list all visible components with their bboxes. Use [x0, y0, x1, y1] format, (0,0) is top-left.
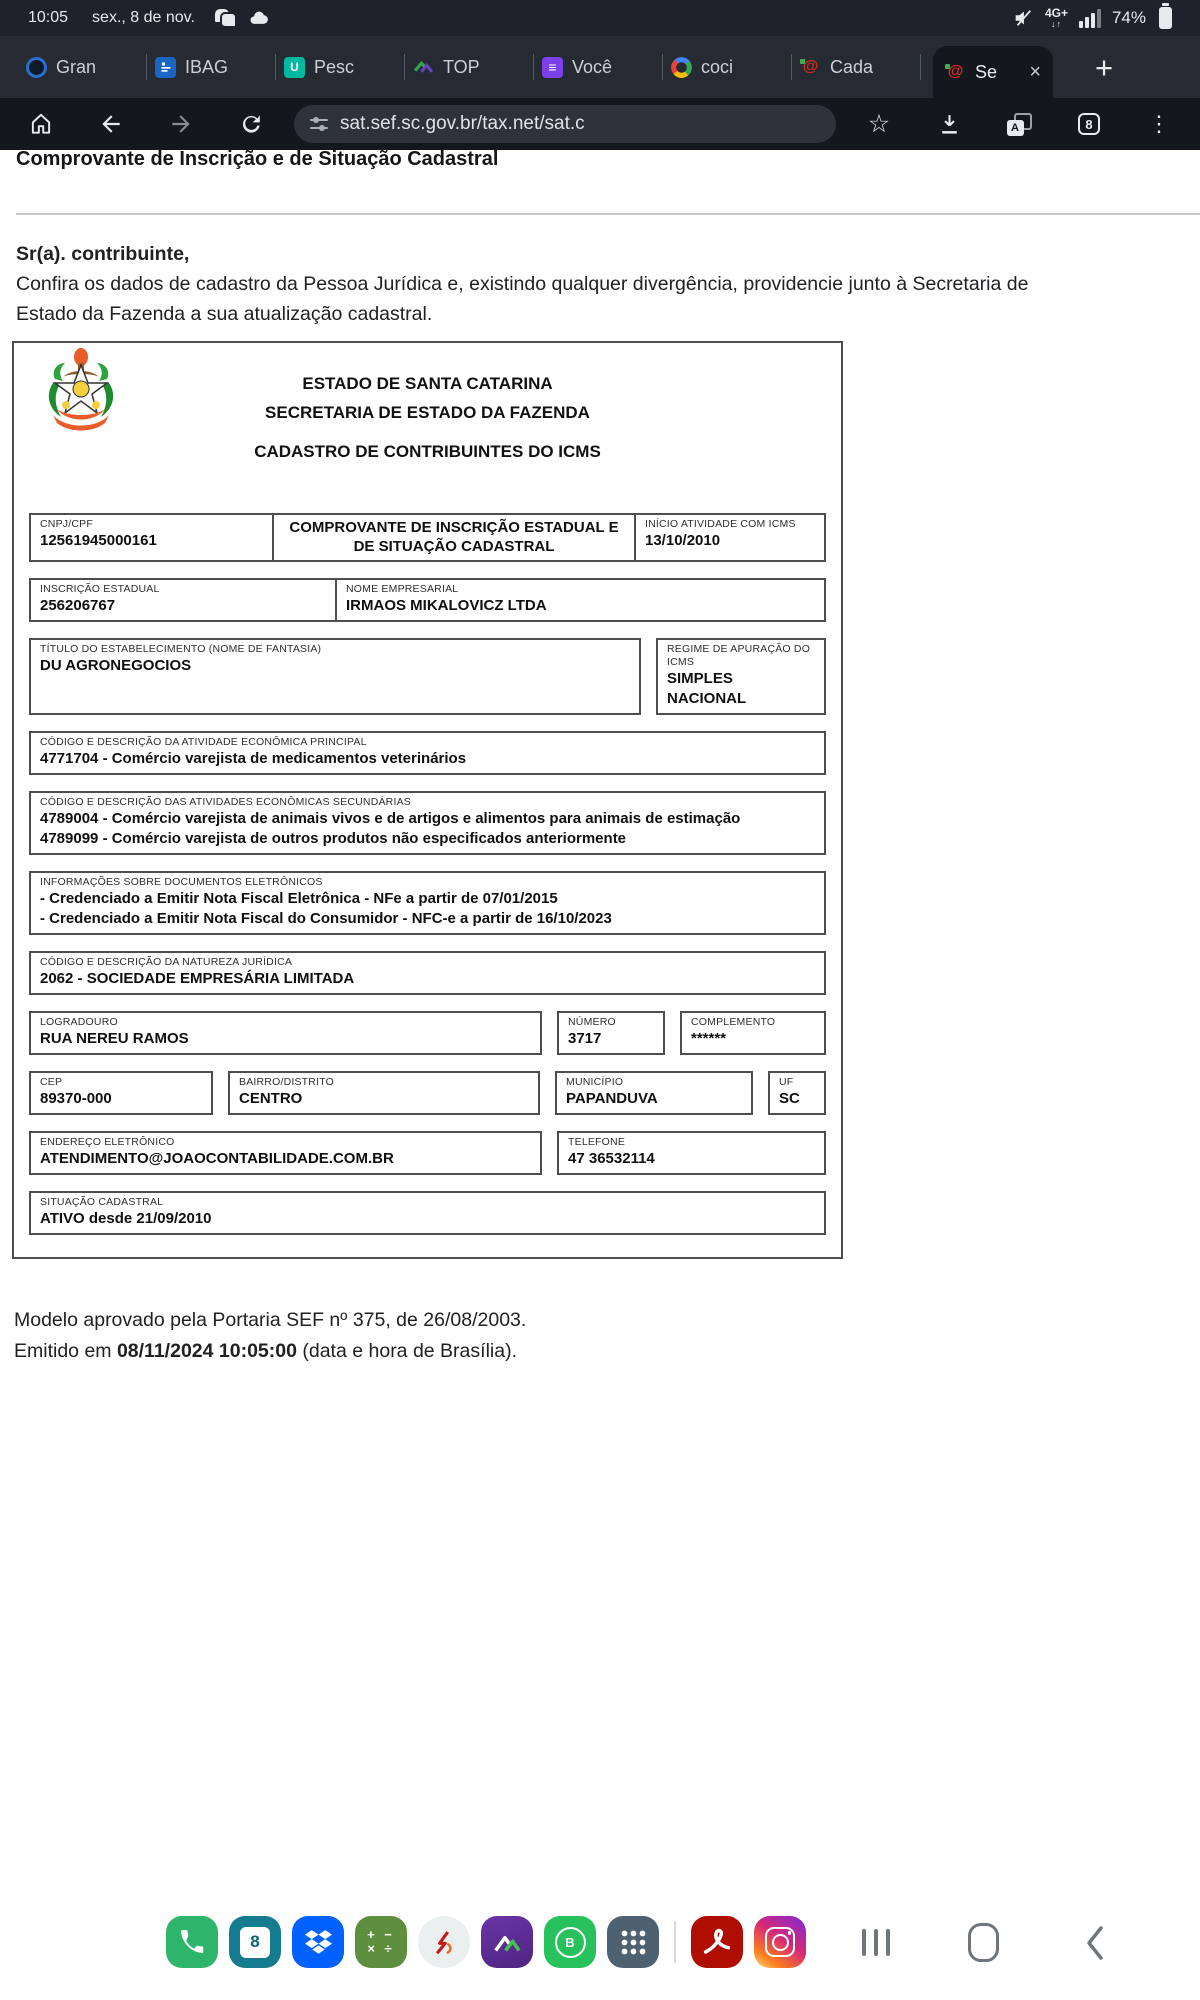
field-label: SITUAÇÃO CADASTRAL — [40, 1196, 164, 1208]
translate-button[interactable] — [984, 113, 1054, 136]
field-value: 3717 — [568, 1030, 602, 1047]
back-button[interactable] — [76, 111, 146, 137]
tab-label: IBAG — [185, 56, 229, 77]
signal-strength-icon — [1079, 9, 1101, 28]
field-value: PAPANDUVA — [566, 1090, 658, 1107]
browser-tab-strip — [0, 36, 1200, 98]
tab-separator — [146, 54, 147, 80]
footer-model-line: Modelo aprovado pela Portaria SEF nº 375, de 26/08/2003. — [14, 1309, 527, 1331]
app-drawer-icon[interactable] — [607, 1916, 659, 1968]
home-button[interactable] — [6, 111, 76, 137]
network-type-indicator: 4G+ ↓↑ — [1045, 7, 1068, 29]
intro-text — [16, 239, 1200, 329]
field-label: CÓDIGO E DESCRIÇÃO DAS ATIVIDADES ECONÔMICAS SECUNDÁRIAS — [40, 796, 411, 808]
field-value: SC — [779, 1090, 800, 1107]
tab-cadastro[interactable] — [800, 36, 912, 98]
tab-close-icon[interactable]: × — [1029, 61, 1041, 83]
field-value: - Credenciado a Emitir Nota Fiscal Eletrônica - NFe a partir de 07/01/2015 — [40, 890, 558, 907]
tab-label: Cada — [830, 56, 874, 77]
menu-button[interactable]: ⋮ — [1148, 111, 1170, 136]
field-inscricao-estadual — [29, 578, 337, 622]
bank-app-icon[interactable] — [418, 1916, 470, 1968]
taskbar — [166, 1916, 806, 1968]
field-row — [29, 791, 826, 855]
field-logradouro — [29, 1011, 542, 1055]
voce-favicon — [542, 57, 563, 78]
tab-separator — [791, 54, 792, 80]
field-row — [29, 731, 826, 775]
battery-icon — [1159, 7, 1172, 29]
tab-label: Você — [572, 56, 613, 77]
new-tab-button[interactable]: + — [1095, 49, 1114, 85]
field-row — [29, 1071, 826, 1115]
field-label: CEP — [40, 1076, 63, 1088]
taskbar-separator — [674, 1921, 676, 1963]
url-bar[interactable] — [294, 105, 836, 143]
field-value: ATIVO desde 21/09/2010 — [40, 1210, 212, 1227]
field-atividade-principal — [29, 731, 826, 775]
tab-label: Se — [975, 61, 998, 82]
field-label: NOME EMPRESARIAL — [346, 583, 459, 595]
field-value: ATENDIMENTO@JOAOCONTABILIDADE.COM.BR — [40, 1150, 394, 1167]
field-cep — [29, 1071, 213, 1115]
field-label: CNPJ/CPF — [40, 518, 93, 530]
field-row — [29, 871, 826, 935]
salutation: Sr(a). contribuinte, — [16, 243, 190, 265]
santa-catarina-coat-of-arms — [33, 343, 129, 439]
field-row — [29, 578, 826, 622]
field-row — [29, 951, 826, 995]
field-label: CÓDIGO E DESCRIÇÃO DA ATIVIDADE ECONÔMICA PRINCIPAL — [40, 736, 367, 748]
dropbox-app-icon[interactable] — [292, 1916, 344, 1968]
field-regime-apuracao — [656, 638, 826, 715]
field-inicio-atividade — [634, 513, 826, 562]
field-uf — [768, 1071, 826, 1115]
field-label: MUNICÍPIO — [566, 1076, 624, 1088]
certificate-title-line: COMPROVANTE DE INSCRIÇÃO ESTADUAL E — [289, 519, 619, 536]
tab-label: Gran — [56, 56, 97, 77]
field-label: UF — [779, 1076, 794, 1088]
field-label: REGIME DE APURAÇÃO DO ICMS — [667, 643, 811, 668]
field-value: 13/10/2010 — [645, 532, 721, 549]
back-nav-button[interactable] — [1085, 1925, 1105, 1966]
sat-favicon — [800, 57, 821, 78]
tab-google-search[interactable] — [671, 36, 783, 98]
field-cnpj — [29, 513, 274, 562]
camera-glyph — [765, 1927, 795, 1957]
field-label: TELEFONE — [568, 1136, 626, 1148]
field-email — [29, 1131, 542, 1175]
certificate-footer — [14, 1305, 1200, 1367]
tab-label: TOP — [443, 56, 480, 77]
field-label: LOGRADOURO — [40, 1016, 118, 1028]
field-bairro — [228, 1071, 540, 1115]
tab-separator — [920, 54, 921, 80]
field-row — [29, 1011, 826, 1055]
intro-line: Confira os dados de cadastro da Pessoa Jurídica e, existindo qualquer divergência, providencie junto à Secretaria de — [16, 273, 1029, 295]
tab-ibag[interactable] — [155, 36, 267, 98]
field-value: 256206767 — [40, 597, 116, 614]
tab-separator — [275, 54, 276, 80]
field-value: - Credenciado a Emitir Nota Fiscal do Consumidor - NFC-e a partir de 16/10/2023 — [40, 910, 612, 927]
recents-nav-button[interactable] — [862, 1929, 890, 1956]
field-value: 89370-000 — [40, 1090, 112, 1107]
field-label: COMPLEMENTO — [691, 1016, 776, 1028]
field-value: DU AGRONEGOCIOS — [40, 657, 192, 674]
footer-emitted-line: Emitido em 08/11/2024 10:05:00 (data e hora de Brasília). — [14, 1340, 517, 1362]
org-line: ESTADO DE SANTA CATARINA — [302, 374, 553, 393]
web-page — [0, 140, 1200, 1367]
field-telefone — [557, 1131, 826, 1175]
field-label: BAIRRO/DISTRITO — [239, 1076, 334, 1088]
calendar-day-badge: 8 — [240, 1927, 270, 1958]
field-value: ****** — [691, 1030, 727, 1047]
sat-favicon — [945, 62, 966, 83]
field-value: IRMAOS MIKALOVICZ LTDA — [346, 597, 547, 614]
emitted-datetime: 08/11/2024 10:05:00 — [116, 1340, 297, 1362]
tab-switcher-button[interactable]: 8 — [1054, 113, 1124, 135]
divider — [16, 213, 1200, 215]
org-line: CADASTRO DE CONTRIBUINTES DO ICMS — [254, 442, 601, 461]
grid-dots-glyph — [620, 1929, 647, 1956]
org-line: SECRETARIA DE ESTADO DA FAZENDA — [265, 403, 590, 422]
field-value: 12561945000161 — [40, 532, 157, 549]
calendar-app-icon[interactable] — [229, 1916, 281, 1968]
field-label: CÓDIGO E DESCRIÇÃO DA NATUREZA JURÍDICA — [40, 956, 293, 968]
field-row — [29, 638, 826, 715]
forward-button[interactable] — [146, 111, 216, 137]
whatsapp-business-glyph — [555, 1927, 586, 1958]
mute-icon — [1012, 7, 1034, 29]
field-value: RUA NEREU RAMOS — [40, 1030, 189, 1047]
field-label: INSCRIÇÃO ESTADUAL — [40, 583, 160, 595]
tab-separator — [404, 54, 405, 80]
field-situacao-cadastral — [29, 1191, 826, 1235]
field-natureza-juridica — [29, 951, 826, 995]
pesc-favicon — [284, 57, 305, 78]
page-title: Comprovante de Inscrição e de Situação Cadastral — [16, 148, 499, 170]
certificate-title-box — [272, 513, 636, 562]
field-value: 2062 - SOCIEDADE EMPRESÁRIA LIMITADA — [40, 970, 355, 987]
instagram-app-icon[interactable] — [754, 1916, 806, 1968]
mountain-app-icon[interactable] — [481, 1916, 533, 1968]
field-value: 47 36532114 — [568, 1150, 655, 1167]
tab-active-sat[interactable] — [933, 46, 1053, 98]
tab-granatum[interactable] — [26, 36, 138, 98]
field-value: 4771704 - Comércio varejista de medicamentos veterinários — [40, 750, 467, 767]
home-nav-button[interactable] — [968, 1923, 999, 1962]
field-row — [29, 1191, 826, 1235]
battery-percent: 74% — [1111, 8, 1146, 27]
status-bar — [0, 0, 1200, 36]
reload-button[interactable] — [216, 112, 286, 137]
field-nome-empresarial — [335, 578, 826, 622]
field-complemento — [680, 1011, 826, 1055]
field-value: 4789099 - Comércio varejista de outros produtos não especificados anteriormente — [40, 830, 627, 847]
field-value: SIMPLES NACIONAL — [667, 670, 747, 707]
certificate-header — [29, 343, 826, 497]
status-date: sex., 8 de nov. — [92, 9, 195, 26]
data-arrows-icon — [1051, 20, 1062, 29]
whatsapp-business-app-icon[interactable] — [544, 1916, 596, 1968]
phone-app-icon[interactable] — [166, 1916, 218, 1968]
calculator-app-icon[interactable] — [355, 1916, 407, 1968]
field-value: 4789004 - Comércio varejista de animais vivos e de artigos e alimentos para animais de estimação — [40, 810, 741, 827]
field-row — [29, 1131, 826, 1175]
field-numero — [557, 1011, 665, 1055]
ibag-favicon — [155, 57, 176, 78]
google-favicon — [671, 57, 692, 78]
field-label: NÚMERO — [568, 1016, 616, 1028]
clock: 10:05 — [28, 9, 69, 26]
field-atividades-secundarias — [29, 791, 826, 855]
field-value: CENTRO — [239, 1090, 303, 1107]
intro-line: Estado da Fazenda a sua atualização cadastral. — [16, 303, 433, 325]
field-row — [29, 513, 826, 562]
field-documentos-eletronicos — [29, 871, 826, 935]
bookmark-star-button[interactable]: ☆ — [867, 109, 891, 138]
tab-voce[interactable] — [542, 36, 654, 98]
field-label: INÍCIO ATIVIDADE COM ICMS — [645, 518, 796, 530]
field-nome-fantasia — [29, 638, 641, 715]
tab-separator — [662, 54, 663, 80]
site-settings-icon[interactable] — [310, 116, 328, 132]
tab-label: Pesc — [314, 56, 355, 77]
granatum-favicon — [26, 57, 47, 78]
field-label: INFORMAÇÕES SOBRE DOCUMENTOS ELETRÔNICOS — [40, 876, 323, 888]
field-label: ENDEREÇO ELETRÔNICO — [40, 1136, 175, 1148]
chat-notification-icon — [215, 9, 237, 28]
field-municipio — [555, 1071, 753, 1115]
weather-cloud-icon — [247, 8, 271, 28]
tab-label: coci — [701, 56, 734, 77]
top-favicon — [413, 57, 434, 78]
download-button[interactable] — [914, 112, 984, 137]
field-label: TÍTULO DO ESTABELECIMENTO (NOME DE FANTASIA) — [40, 643, 322, 655]
tab-top[interactable] — [413, 36, 525, 98]
tab-separator — [533, 54, 534, 80]
tab-pesc[interactable] — [284, 36, 396, 98]
certificate-title-line: DE SITUAÇÃO CADASTRAL — [353, 538, 555, 555]
registration-certificate — [12, 341, 843, 1259]
acrobat-app-icon[interactable] — [691, 1916, 743, 1968]
url-text: sat.sef.sc.gov.br/tax.net/sat.c — [340, 113, 585, 134]
